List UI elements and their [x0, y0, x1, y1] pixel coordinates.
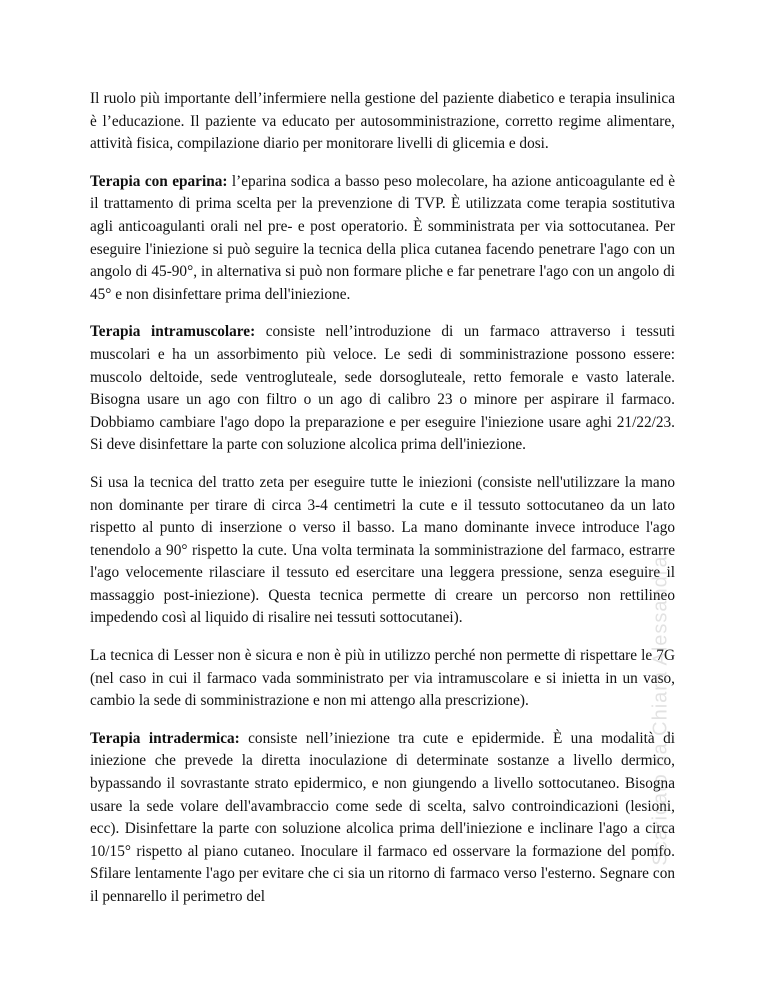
paragraph-intramuscular-therapy [90, 321, 675, 457]
paragraph-diabetes-education [90, 88, 675, 156]
paragraph-text: consiste nell’iniezione tra cute e epidermide. È una modalità di iniezione che prevede la diretta inoculazione di determinate sostanze a livello dermico, bypassando il sovrastante strato epidermico, e non giungendo a livello sottocutaneo. Bisogna usare la sede volare dell'avambraccio come sede di scelta, salvo controindicazioni (lesioni, ecc). Disinfettare la parte con soluzione alcolica prima dell'iniezione e inclinare l'ago a circa 10/15° rispetto al piano cutaneo. Inoculare il farmaco ed osservare la formazione del pomfo. Sfilare lentamente l'ago per evitare che ci sia un ritorno di farmaco verso l'esterno. Segnare con il pennarello il perimetro del [90, 729, 675, 905]
paragraph-z-track-technique [90, 472, 675, 630]
paragraph-text: consiste nell’introduzione di un farmaco attraverso i tessuti muscolari e ha un assorbimento più veloce. Le sedi di somministrazione possono essere: muscolo deltoide, sede ventrogluteale, sede dorsogluteale, retto femorale e vasto laterale. Bisogna usare un ago con filtro o un ago di calibro 23 o minore per aspirare il farmaco. Dobbiamo cambiare l'ago dopo la preparazione e per eseguire l'iniezione usare aghi 21/22/23. Si deve disinfettare la parte con soluzione alcolica prima dell'iniezione. [90, 323, 675, 454]
section-heading-intramuscular: Terapia intramuscolare: [90, 323, 256, 341]
paragraph-text: Il ruolo più importante dell’infermiere nella gestione del paziente diabetico e terapia insulinica è l’educazione. Il paziente va educato per autosomministrazione, corretto regime alimentare, attività fisica, compilazione diario per monitorare livelli di glicemia e dosi. [90, 90, 675, 153]
paragraph-text: La tecnica di Lesser non è sicura e non è più in utilizzo perché non permette di rispettare le 7G (nel caso in cui il farmaco vada somministrato per via intramuscolare e si inietta in un vaso, cambio la sede di somministrazione e non mi attengo alla prescrizione). [90, 647, 675, 710]
paragraph-text: l’eparina sodica a basso peso molecolare, ha azione anticoagulante ed è il trattamento di prima scelta per la prevenzione di TVP. È utilizzata come terapia sostitutiva agli anticoagulanti orali nel pre- e post operatorio. È somministrata per via sottocutanea. Per eseguire l'iniezione si può seguire la tecnica della plica cutanea facendo penetrare l'ago con un angolo di 45-90°, in alternativa si può non formare pliche e far penetrare l'ago con un angolo di 45° e non disinfettare prima dell'iniezione. [90, 172, 675, 303]
watermark-text: Scaricato da Chiara Alessandra [649, 554, 672, 866]
paragraph-text: Si usa la tecnica del tratto zeta per eseguire tutte le iniezioni (consiste nell'utilizzare la mano non dominante per tirare di circa 3-4 centimetri la cute e il tessuto sottocutaneo da un lato rispetto al punto di inserzione o verso il basso. La mano dominante invece introduce l'ago tenendolo a 90° rispetto la cute. Una volta terminata la somministrazione del farmaco, estrarre l'ago velocemente rilasciare il tessuto ed esercitare una leggera pressione, senza eseguire il massaggio post-iniezione). Questa tecnica permette di creare un percorso non rettilineo impedendo così al liquido di risalire nei tessuti sottocutanei). [90, 473, 675, 627]
section-heading-heparin: Terapia con eparina: [90, 172, 228, 190]
paragraph-lesser-technique [90, 645, 675, 713]
document-page [90, 88, 675, 924]
paragraph-heparin-therapy [90, 171, 675, 307]
section-heading-intradermal: Terapia intradermica: [90, 729, 240, 747]
paragraph-intradermal-therapy [90, 728, 675, 909]
